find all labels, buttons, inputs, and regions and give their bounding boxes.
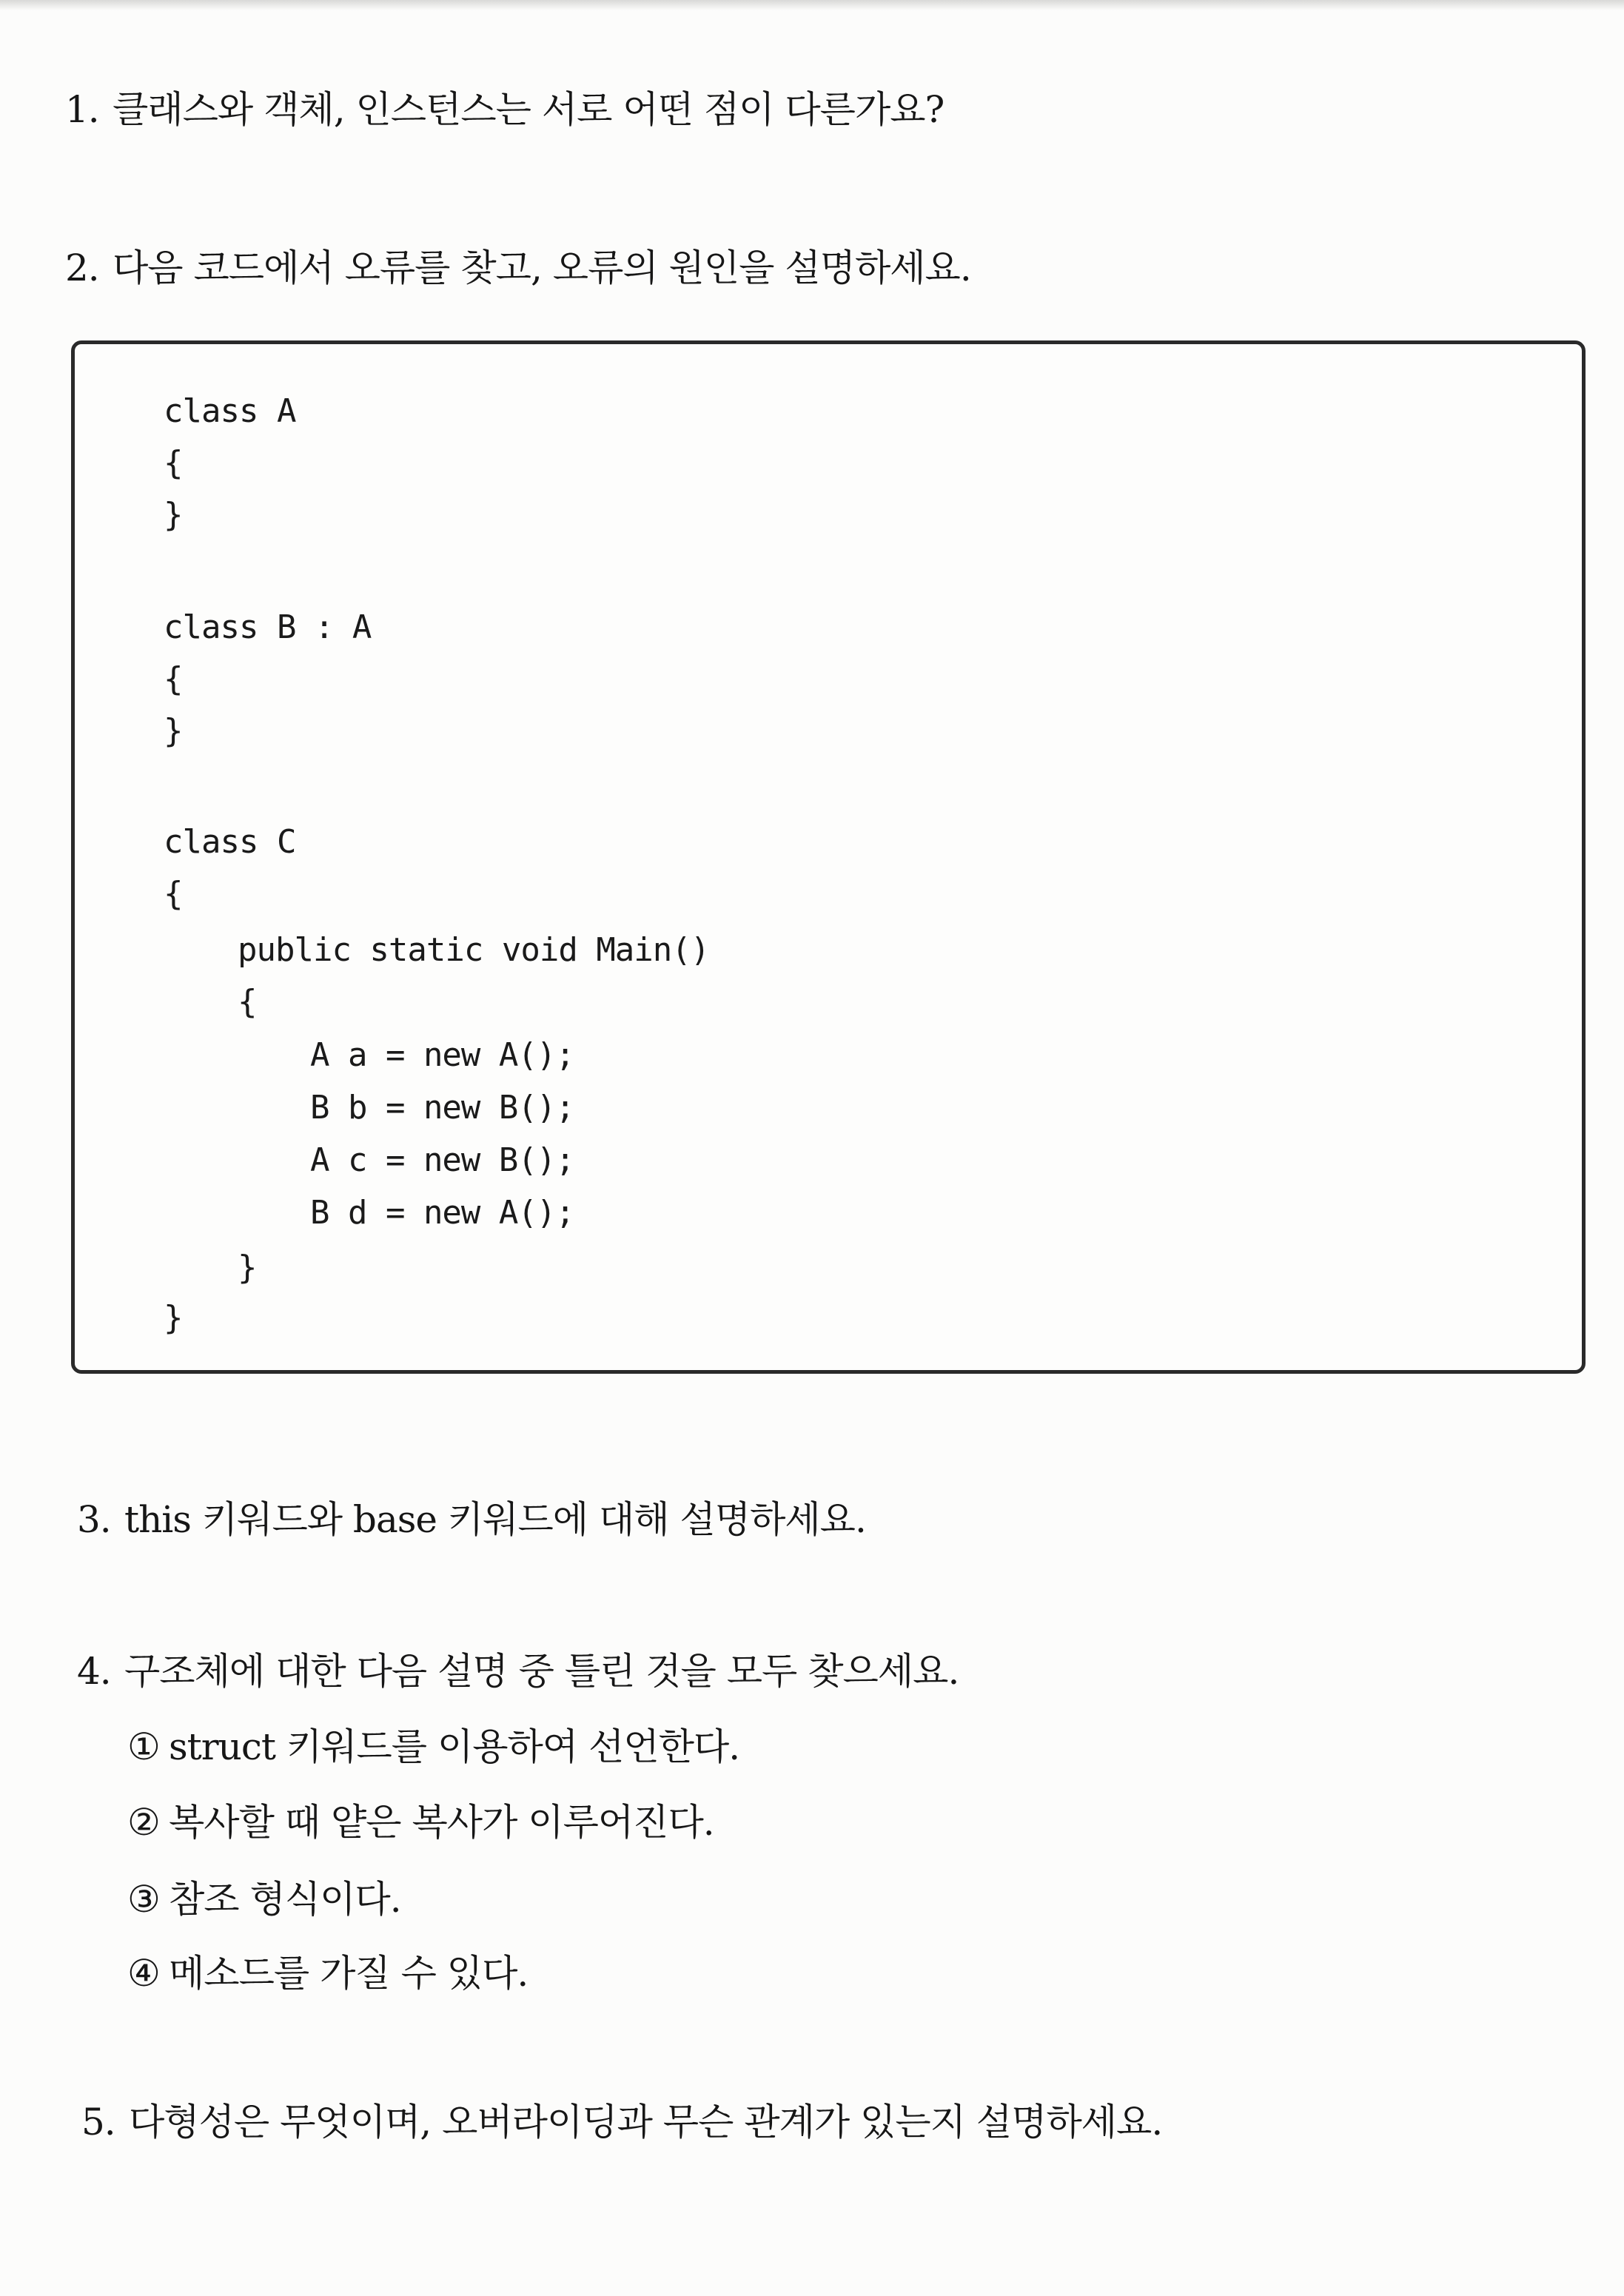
option-text: struct 키워드를 이용하여 선언한다. — [169, 1725, 740, 1768]
question-text: this 키워드와 base 키워드에 대해 설명하세요. — [124, 1498, 866, 1541]
code-line: class A — [164, 392, 296, 430]
code-line: A a = new A(); — [310, 1036, 574, 1074]
question-number: 2. — [65, 246, 99, 289]
question-number: 5. — [81, 2101, 115, 2144]
question-1 — [65, 87, 944, 132]
question-text: 다형성은 무엇이며, 오버라이딩과 무슨 관계가 있는지 설명하세요. — [129, 2101, 1163, 2144]
code-line: A c = new B(); — [310, 1141, 574, 1179]
code-line: { — [164, 660, 183, 698]
option-marker: ① — [127, 1725, 160, 1768]
option-2 — [127, 1800, 714, 1844]
question-number: 3. — [77, 1498, 111, 1541]
code-line: } — [164, 712, 183, 750]
question-number: 1. — [65, 88, 99, 131]
code-line: { — [238, 983, 257, 1021]
code-line: } — [164, 496, 183, 534]
option-marker: ③ — [127, 1878, 160, 1921]
option-marker: ④ — [127, 1952, 160, 1995]
option-1 — [127, 1725, 739, 1769]
code-box — [71, 340, 1586, 1374]
question-3 — [77, 1497, 866, 1542]
code-line: } — [164, 1299, 183, 1337]
code-line: public static void Main() — [238, 931, 710, 969]
question-5 — [81, 2100, 1162, 2144]
code-line: class B : A — [164, 608, 372, 646]
option-text: 복사할 때 얕은 복사가 이루어진다. — [169, 1801, 714, 1844]
code-line: B b = new B(); — [310, 1089, 574, 1127]
question-text: 클래스와 객체, 인스턴스는 서로 어떤 점이 다른가요? — [113, 88, 944, 131]
question-text: 구조체에 대한 다음 설명 중 틀린 것을 모두 찾으세요. — [124, 1650, 959, 1693]
page-top-shadow — [0, 0, 1624, 10]
option-text: 참조 형식이다. — [169, 1878, 401, 1921]
option-4 — [127, 1951, 528, 1995]
code-line: { — [164, 444, 183, 482]
option-3 — [127, 1877, 401, 1921]
option-text: 메소드를 가질 수 있다. — [169, 1952, 529, 1995]
question-number: 4. — [77, 1650, 111, 1693]
question-text: 다음 코드에서 오류를 찾고, 오류의 원인을 설명하세요. — [113, 246, 971, 289]
question-4 — [77, 1649, 959, 1694]
option-marker: ② — [127, 1801, 160, 1844]
question-2 — [65, 246, 971, 290]
code-line: } — [238, 1249, 257, 1286]
code-line: B d = new A(); — [310, 1194, 574, 1232]
code-line: class C — [164, 823, 296, 861]
code-line: { — [164, 875, 183, 913]
